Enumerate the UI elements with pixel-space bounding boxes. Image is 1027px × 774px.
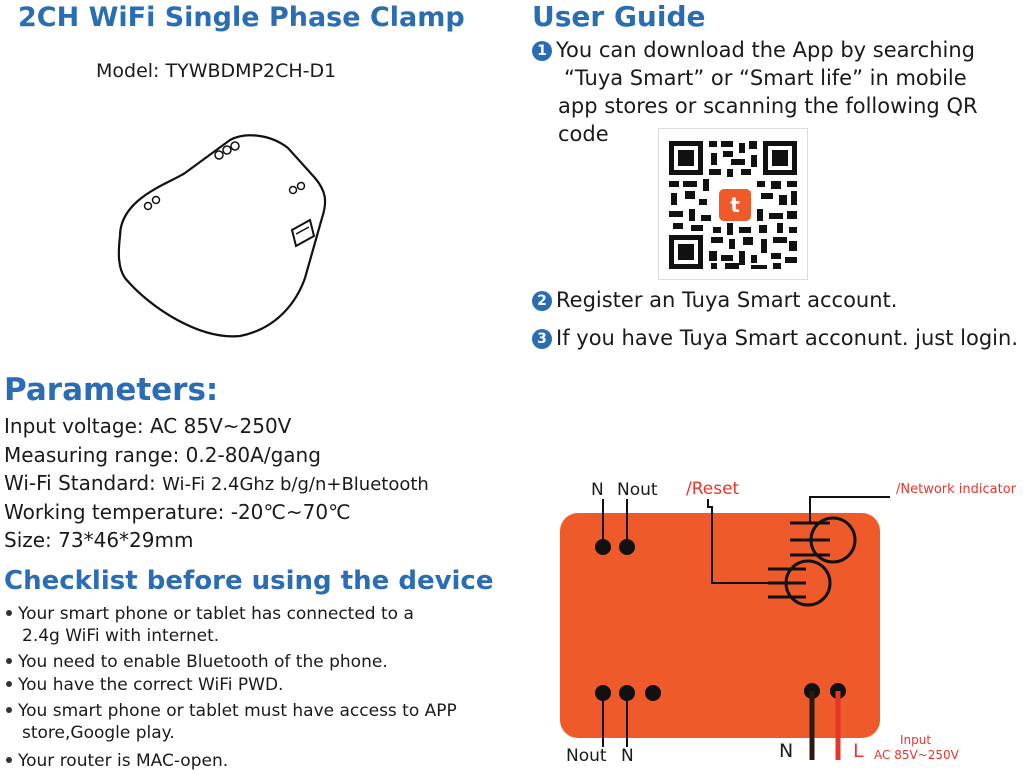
label-wire-n: N [779,740,794,762]
checklist-item [6,700,526,744]
wiring-diagram [550,495,890,760]
step-text: app stores or scanning the following QR [558,94,978,118]
param-label: Wi-Fi Standard: [4,471,156,495]
step-number-badge: 3 [532,329,552,349]
label-n-top: N [591,480,604,500]
step-number-badge: 1 [532,41,552,61]
checklist-item [6,603,526,647]
checklist-item [6,651,388,673]
tuya-logo: t [730,193,740,217]
step-text: “Tuya Smart” or “Smart life” in mobile [564,66,967,90]
checklist-text: You smart phone or tablet must have access to APP [18,701,457,721]
label-nout-top: Nout [617,480,658,500]
step-text: code [558,122,609,146]
label-input-voltage: AC 85V~250V [874,748,959,762]
step-number-badge: 2 [532,291,552,311]
param-measuring-range: Measuring range: 0.2-80A/gang [4,443,321,467]
checklist-title: Checklist before using the device [4,566,494,596]
qr-code-icon [659,129,807,279]
checklist-item [6,750,228,772]
guide-step-2 [532,286,897,314]
checklist-text: Your smart phone or tablet has connected to a [18,604,414,624]
checklist-text: You have the correct WiFi PWD. [18,675,284,695]
bullet-icon [6,610,12,616]
label-input: Input [900,733,932,747]
label-reset: /Reset [686,479,740,499]
bullet-icon [6,757,12,763]
product-title: 2CH WiFi Single Phase Clamp [18,2,465,33]
label-n-bottom: N [621,746,634,766]
guide-step-3 [532,324,1018,352]
param-size: Size: 73*46*29mm [4,528,194,552]
label-nout-bottom: Nout [566,746,607,766]
checklist-text: Your router is MAC-open. [18,751,229,771]
bullet-icon [6,681,12,687]
param-input-voltage: Input voltage: AC 85V~250V [4,414,292,438]
param-working-temperature: Working temperature: -20℃~70℃ [4,500,351,524]
param-value: Wi-Fi 2.4Ghz b/g/n+Bluetooth [162,474,429,495]
label-network-indicator: /Network indicator [896,482,1017,497]
qr-code[interactable] [658,128,808,280]
user-guide-title: User Guide [532,0,706,33]
step-text: Register an Tuya Smart account. [556,288,898,312]
checklist-text: You need to enable Bluetooth of the phone. [18,652,388,672]
step-text: You can download the App by searching [556,38,975,62]
bullet-icon [6,707,12,713]
checklist-text: store,Google play. [22,723,175,743]
checklist-item [6,674,283,696]
checklist-text: 2.4g WiFi with internet. [22,626,220,646]
label-wire-l: L [853,740,864,762]
parameters-title: Parameters: [4,372,219,408]
bullet-icon [6,658,12,664]
param-wifi-standard [4,471,429,495]
device-sketch [110,128,330,343]
step-text: If you have Tuya Smart acconunt. just login. [556,326,1018,350]
model-number: Model: TYWBDMP2CH-D1 [96,60,337,82]
